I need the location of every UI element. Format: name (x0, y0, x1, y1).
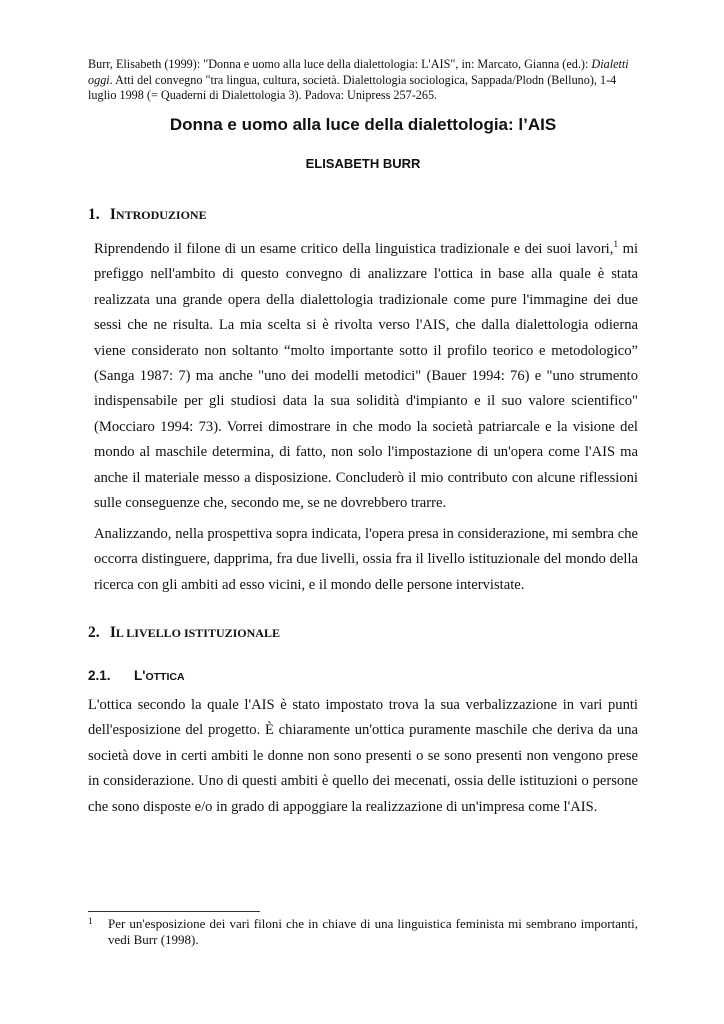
subsection-title-rest: OTTICA (145, 671, 185, 683)
section-title-rest: L LIVELLO ISTITUZIONALE (115, 626, 280, 640)
footnote-mark: 1 (88, 917, 93, 927)
section-initial: I (109, 624, 116, 641)
section-number: 1. (88, 206, 100, 223)
citation-book-title: Dialetti oggi (88, 57, 629, 87)
intro-paragraph-1-text: Riprendendo il filone di un esame critico della linguistica tradizionale e dei suoi lavori, (94, 241, 614, 257)
paper-author: ELISABETH BURR (305, 156, 421, 171)
subsection-heading-ottica (88, 667, 185, 686)
paper-title: Donna e uomo alla luce della dialettologia: l’AIS (169, 115, 557, 134)
footnote (88, 916, 638, 947)
intro-paragraph-1 (94, 237, 638, 516)
footnote-reference: 1 (613, 240, 619, 250)
subsection-initial: L' (134, 668, 146, 683)
citation-text-continued: . Atti del convegno "tra lingua, cultura, società. Dialettologia sociologica, Sappada/Plodn (Belluno), 1-4 luglio 1998 (= Quaderni di Dialettologia 3). Padova: Unipress 257-265. (88, 72, 617, 103)
footnote-separator (88, 911, 260, 912)
section-heading-introduzione (88, 205, 207, 225)
subsection-number: 2.1. (88, 668, 111, 683)
citation-text: Burr, Elisabeth (1999): "Donna e uomo alla luce della dialettologia: L'AIS", in: Marcato, Gianna (ed.): (88, 57, 592, 71)
section-heading-livello-istituzionale (88, 623, 280, 643)
bibliographic-citation (88, 57, 638, 104)
section-number: 2. (88, 624, 100, 641)
section-title-rest: NTRODUZIONE (115, 208, 207, 222)
ottica-paragraph-1: L'ottica secondo la quale l'AIS è stato impostato trova la sua verbalizzazione in vari punti dell'esposizione del progetto. È chiaramente un'ottica puramente maschile che deriva da una società dove in certi ambiti le donne non sono presenti o se sono presenti non vengono prese in considerazione. Uno di questi ambiti è quello dei mecenati, ossia delle istituzioni o persone che sono disposte e/o in grado di appoggiare la realizzazione di un'impresa come l'AIS. (88, 697, 638, 815)
footnote-text: Per un'esposizione dei vari filoni che in chiave di una linguistica feminista mi sembrano importanti, vedi Burr (1998). (108, 916, 638, 947)
intro-paragraph-1-text-continued: mi prefiggo nell'ambito di questo convegno di analizzare l'ottica in base alla quale è stata realizzata una grande opera della dialettologia tradizionale come pure l'immagine dei due sessi che ne risulta. La mia scelta si è rivolta verso l'AIS, che dalla dialettologia odierna viene considerato non soltanto “molto importante sotto il profilo teorico e metodologico” (Sanga 1987: 7) ma anche "uno dei modelli metodici" (Bauer 1994: 76) e "uno strumento indispensabile per gli studiosi data la sua solidità d'impianto e il suo valore scientifico" (Mocciaro 1994: 73). Vorrei dimostrare in che modo la società patriarcale e la visione del mondo al maschile determina, di fatto, non solo l'impostazione di un'opera come l'AIS ma anche il materiale messo a disposizione. Concluderò il mio contributo con alcune riflessioni sulle conseguenze che, secondo me, se ne dovrebbero trarre. (94, 241, 638, 512)
section-initial: I (109, 206, 116, 223)
intro-paragraph-2: Analizzando, nella prospettiva sopra indicata, l'opera presa in considerazione, mi sembra che occorra distinguere, dapprima, fra due livelli, ossia fra il livello istituzionale del mondo della ricerca con gli ambiti ad esso vicini, e il mondo delle persone intervistate. (94, 526, 638, 593)
